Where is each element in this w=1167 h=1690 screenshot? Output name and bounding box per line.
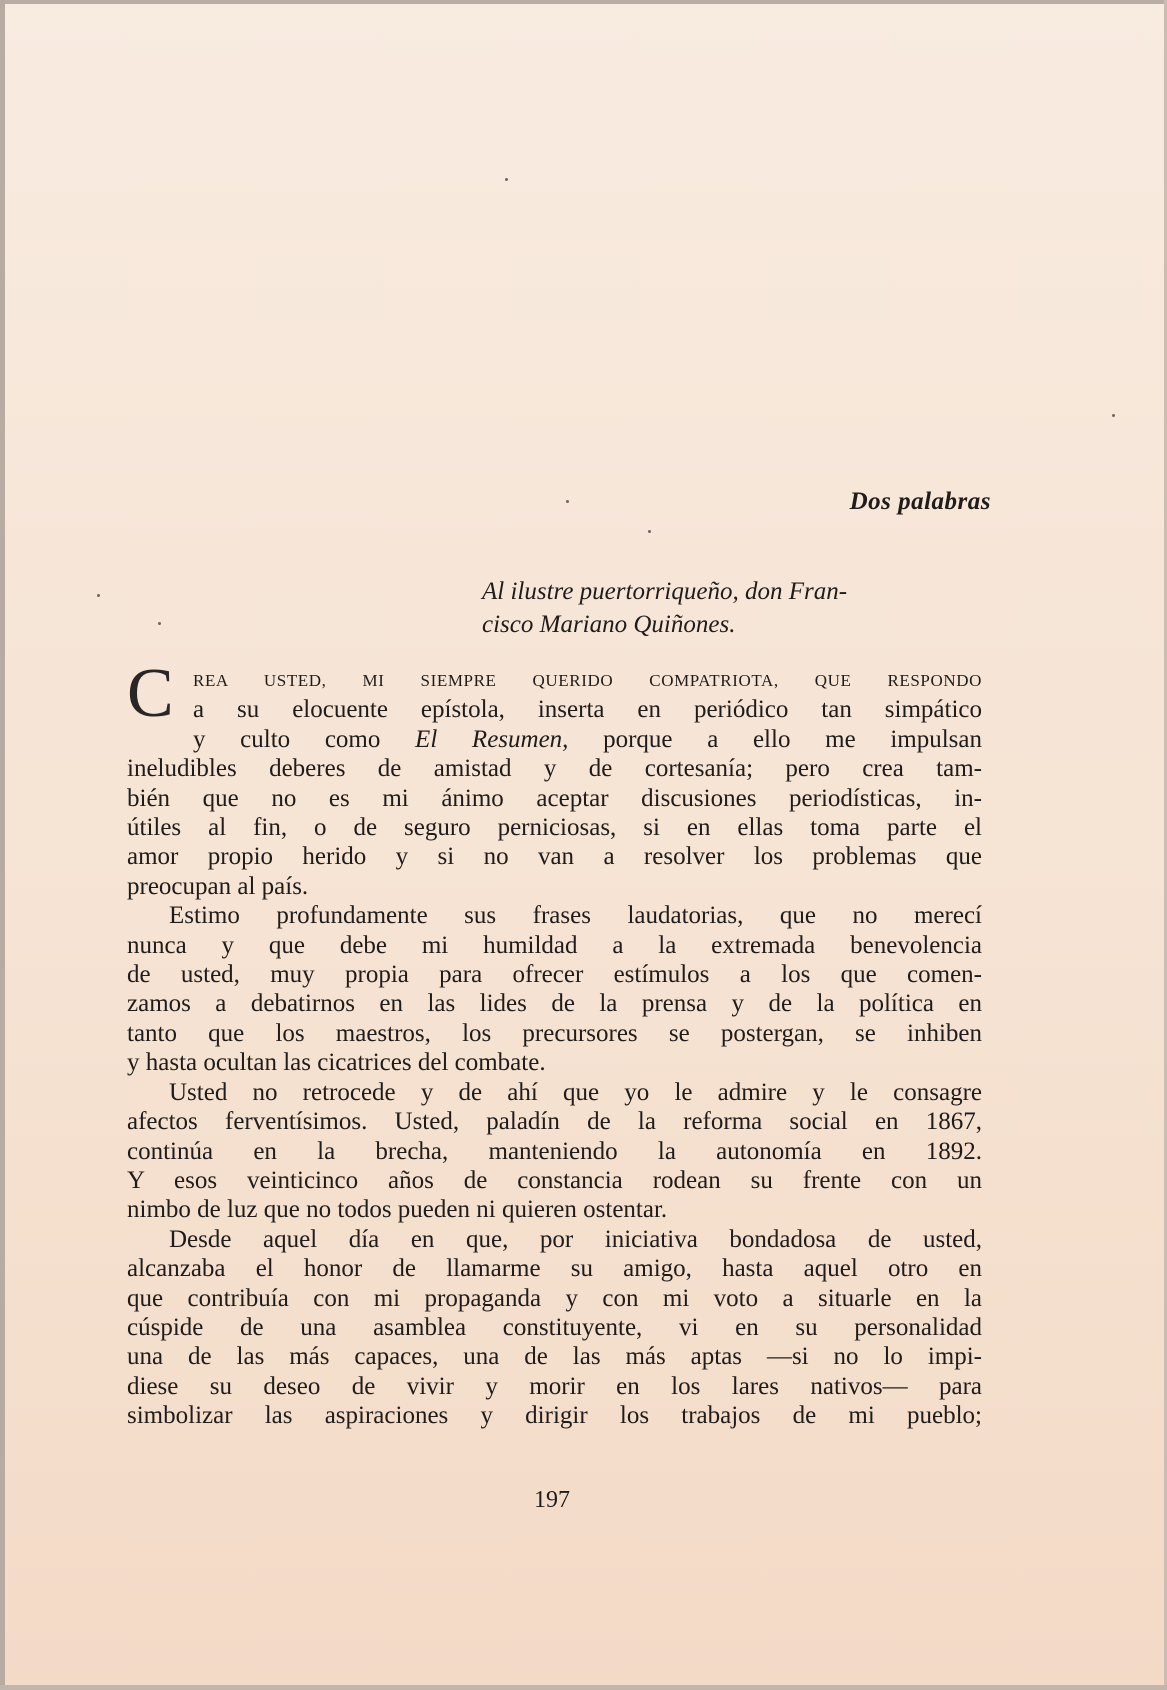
scan-speck: [1112, 414, 1115, 417]
text-line: diese su deseo de vivir y morir en los lares nativos— para: [127, 1372, 982, 1400]
text-line: Usted no retrocede y de ahí que yo le admire y le consagre: [169, 1078, 982, 1106]
paragraph: [127, 666, 982, 901]
text-line: tanto que los maestros, los precursores se postergan, se inhiben: [127, 1019, 982, 1047]
text-line: Estimo profundamente sus frases laudatorias, que no merecí: [169, 902, 982, 930]
dedication: [482, 575, 994, 641]
text-line: Desde aquel día en que, por iniciativa bondadosa de usted,: [169, 1225, 982, 1253]
text-line: simbolizar las aspiraciones y dirigir los trabajos de mi pueblo;: [127, 1402, 982, 1430]
scan-edge-left: [0, 0, 5, 1690]
paragraph: [127, 901, 982, 1077]
text-line: preocupan al país.: [127, 872, 309, 900]
scan-speck: [505, 178, 508, 181]
text-line: afectos ferventísimos. Usted, paladín de la reforma social en 1867,: [127, 1108, 982, 1136]
text-line: zamos a debatirnos en las lides de la prensa y de la política en: [127, 990, 982, 1018]
paragraph: [127, 1078, 982, 1225]
drop-cap: C: [127, 655, 174, 732]
body-text: [127, 666, 982, 1431]
page-number: 197: [534, 1487, 570, 1513]
scan-speck: [566, 500, 569, 503]
text-line: bién que no es mi ánimo aceptar discusiones periodísticas, in-: [127, 784, 982, 812]
text-line: que contribuía con mi propaganda y con mi voto a situarle en la: [127, 1284, 982, 1312]
paragraph: [127, 1225, 982, 1431]
scan-speck: [158, 622, 161, 625]
scan-edge-bottom: [0, 1685, 1167, 1690]
text-line: Y esos veinticinco años de constancia rodean su frente con un: [127, 1166, 982, 1194]
dedication-line: Al ilustre puertorriqueño, don Fran-: [482, 578, 848, 605]
text-line: cúspide de una asamblea constituyente, vi en su personalidad: [127, 1313, 982, 1341]
text-line: y hasta ocultan las cicatrices del combate.: [127, 1049, 546, 1077]
text-line: nimbo de luz que no todos pueden ni quieren ostentar.: [127, 1196, 668, 1224]
dedication-line: cisco Mariano Quiñones.: [482, 611, 736, 638]
text-line: a su elocuente epístola, inserta en periódico tan simpático: [193, 696, 982, 724]
text-line: una de las más capaces, una de las más aptas —si no lo impi-: [127, 1343, 982, 1371]
scan-edge-top: [0, 0, 1167, 4]
scan-speck: [97, 594, 100, 597]
scan-speck: [648, 530, 651, 533]
article-title: Dos palabras: [849, 488, 991, 515]
text-line: alcanzaba el honor de llamarme su amigo, hasta aquel otro en: [127, 1255, 982, 1283]
text-line: y culto como El Resumen, porque a ello me impulsan: [193, 725, 982, 753]
text-line: continúa en la brecha, manteniendo la autonomía en 1892.: [127, 1137, 982, 1165]
periodical-title: El Resumen,: [415, 725, 569, 753]
text-line: amor propio herido y si no van a resolver los problemas que: [127, 843, 982, 871]
text-line: REA USTED, MI SIEMPRE QUERIDO COMPATRIOTA, QUE RESPONDO: [193, 671, 982, 690]
text-line: útiles al fin, o de seguro perniciosas, si en ellas toma parte el: [127, 814, 982, 842]
text-line: nunca y que debe mi humildad a la extremada benevolencia: [127, 931, 982, 959]
text-line: de usted, muy propia para ofrecer estímulos a los que comen-: [127, 961, 982, 989]
text-line: ineludibles deberes de amistad y de cortesanía; pero crea tam-: [127, 755, 982, 783]
